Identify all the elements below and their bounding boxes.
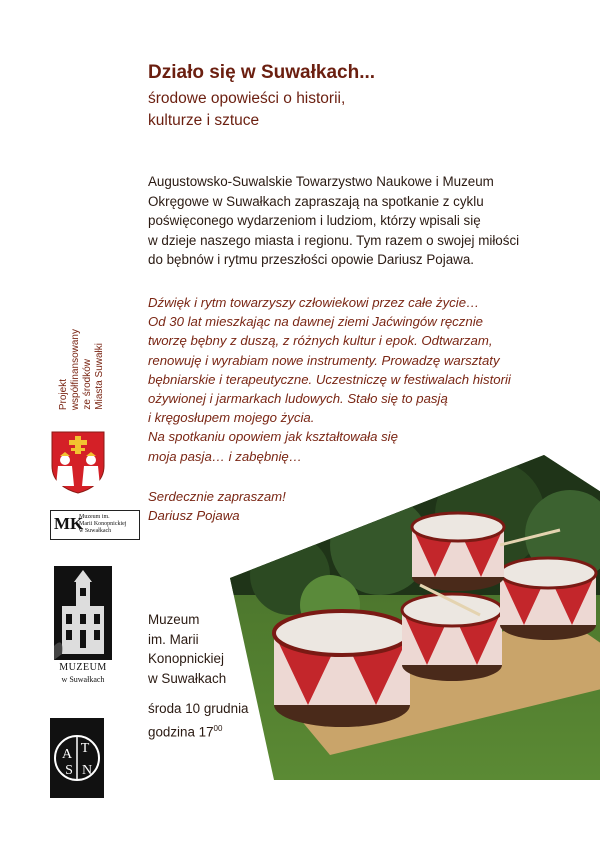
atsn-logo [50,718,104,798]
quote-paragraph [148,293,558,466]
intro-line: do bębnów i rytmu przeszłości opowie Dariusz Pojawa. [148,252,474,267]
intro-line: poświęconego wydarzeniom i ludziom, którzy wpisali się [148,213,481,228]
venue-line: Konopnickiej [148,651,224,666]
quote-line: Na spotkaniu opowiem jak kształtowała się [148,429,398,445]
drum-middle [402,594,502,681]
subtitle-line: środowe opowieści o historii, [148,90,346,107]
drum-large [274,611,410,727]
quote-line: tworzę bębny z duszą, z różnych kultur i epok. Odtwarzam, [148,333,493,349]
event-time-hour: godzina 17 [148,723,214,739]
venue-line: im. Marii [148,631,199,647]
venue-block [148,610,226,688]
venue-line: Muzeum [148,612,200,627]
page-subtitle [148,88,345,132]
quote-line: ożywionej i jarmarkach ludowych. Stało się to pasją [148,391,448,407]
quote-line: renowuję i wyrabiam nowe instrumenty. Prowadzę warsztaty [148,352,500,368]
project-cofunded-text [58,300,138,410]
project-line: ze środków [82,359,93,410]
atsn-letter: T [80,741,90,756]
quote-line: bębniarskie i terapeutyczne. Uczestniczę w festiwalach historii [148,371,511,387]
drums-photo [230,455,600,780]
venue-line: w Suwałkach [148,670,227,686]
konopnicka-museum-logo [50,510,140,540]
atsn-letter: S [65,763,73,778]
drum-top [412,513,504,591]
mk-logo-line: Marii Konopnickiej [79,521,127,527]
drum-right [500,558,596,640]
project-line: Projekt [58,378,69,410]
page-title: Działo się w Suwałkach... [148,62,376,83]
intro-paragraph [148,172,548,270]
quote-line: i kręgosłupem mojego życia. [148,410,315,426]
event-time-minutes: 00 [213,723,223,733]
atsn-letter: A [61,747,73,762]
mk-logo-text [79,514,127,535]
intro-line: w dzieje naszego miasta i regionu. Tym razem o swojej miłości [148,232,520,248]
quote-line: Od 30 lat mieszkając na dawnej ziemi Jaćwingów ręcznie [148,314,483,330]
quote-line: moja pasja… i zabębnię… [148,448,302,464]
intro-line: Augustowsko-Suwalskie Towarzystwo Naukowe i Muzeum [148,174,494,189]
mk-monogram: MK [54,514,84,533]
museum-suwalki-logo [54,566,112,690]
quote-line: Dźwięk i rytm towarzyszy człowiekowi przez całe życie… [148,295,480,310]
mk-logo-line: Muzeum im. [79,514,110,520]
museum-logo-title: MUZEUM [59,662,107,673]
suwalki-coat-of-arms-icon [50,430,106,494]
signature-greeting: Serdecznie zapraszam! [148,489,286,504]
project-line: Miasta Suwałki [94,343,105,410]
atsn-letter: N [81,763,93,778]
project-line: współfinansowany [70,328,81,410]
signature-name: Dariusz Pojawa [148,508,240,524]
museum-building-icon [54,566,112,660]
subtitle-line: kulturze i sztuce [148,112,260,129]
intro-line: Okręgowe w Suwałkach zapraszają na spotkanie z cyklu [148,193,484,209]
mk-logo-line: w Suwałkach [79,528,112,534]
event-date: środa 10 grudnia [148,701,249,716]
museum-logo-subtitle: w Suwałkach [61,675,105,684]
